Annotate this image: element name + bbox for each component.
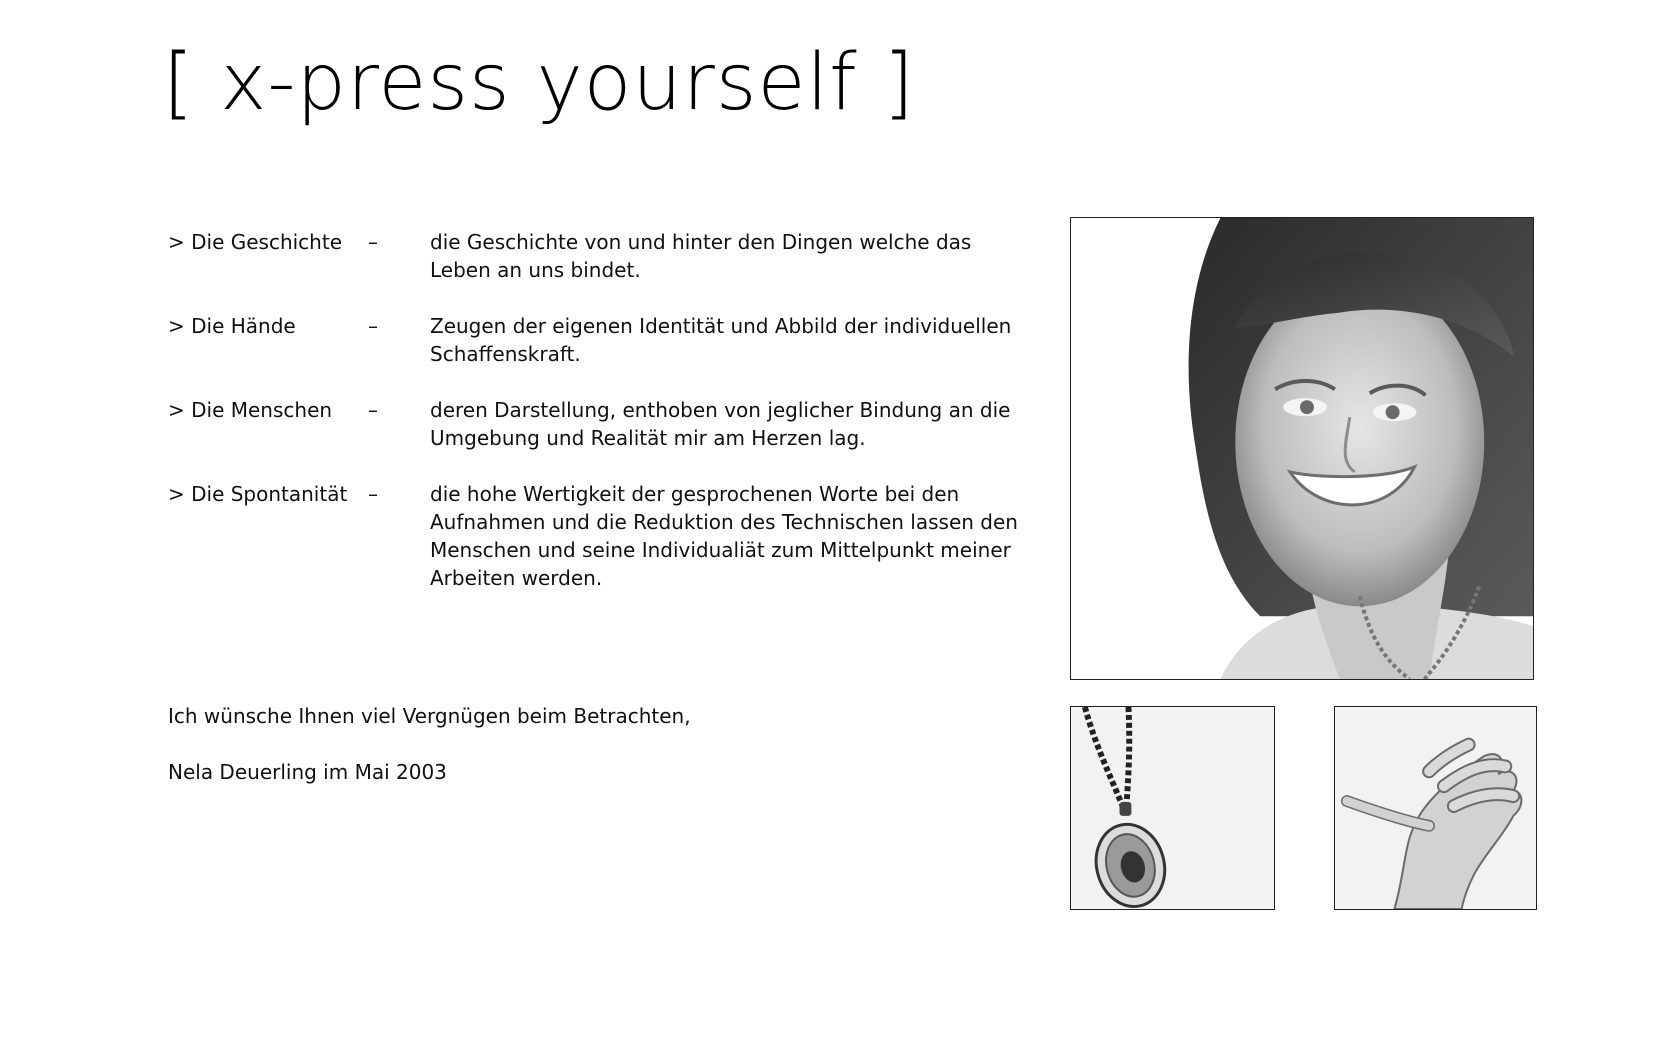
portrait-photo-image (1071, 218, 1533, 679)
page-title: [ x-press yourself ] (163, 38, 915, 128)
topic-dash: – (368, 230, 378, 254)
greeting: Ich wünsche Ihnen viel Vergnügen beim Betrachten, (168, 704, 691, 728)
topic-label: > Die Spontanität (168, 482, 348, 506)
portrait-photo (1070, 217, 1534, 680)
topic-description: die hohe Wertigkeit der gesprochenen Worte bei den Aufnahmen und die Reduktion des Technischen lassen den Menschen und seine Individualiät zum Mittelpunkt meiner Arbeiten werden. (430, 482, 1018, 590)
topic-description: deren Darstellung, enthoben von jeglicher Bindung an die Umgebung und Realität mir am Herzen lag. (430, 398, 1011, 450)
hands-photo-image (1335, 707, 1536, 909)
closing-text (168, 702, 691, 814)
topic-label: > Die Hände (168, 314, 296, 338)
topic-row-menschen (168, 396, 1028, 452)
topic-dash: – (368, 314, 378, 338)
topic-description: Zeugen der eigenen Identität und Abbild der individuellen Schaffenskraft. (430, 314, 1012, 366)
pendant-photo-image (1071, 707, 1274, 909)
hands-photo (1334, 706, 1537, 910)
topic-row-spontanitaet (168, 480, 1028, 592)
topic-dash: – (368, 398, 378, 422)
topic-row-geschichte (168, 228, 1028, 284)
topic-label: > Die Geschichte (168, 230, 343, 254)
topic-row-haende (168, 312, 1028, 368)
topic-label: > Die Menschen (168, 398, 333, 422)
signature: Nela Deuerling im Mai 2003 (168, 760, 447, 784)
topic-dash: – (368, 482, 378, 506)
topic-list (168, 228, 1028, 620)
pendant-photo (1070, 706, 1275, 910)
topic-description: die Geschichte von und hinter den Dingen welche das Leben an uns bindet. (430, 230, 972, 282)
